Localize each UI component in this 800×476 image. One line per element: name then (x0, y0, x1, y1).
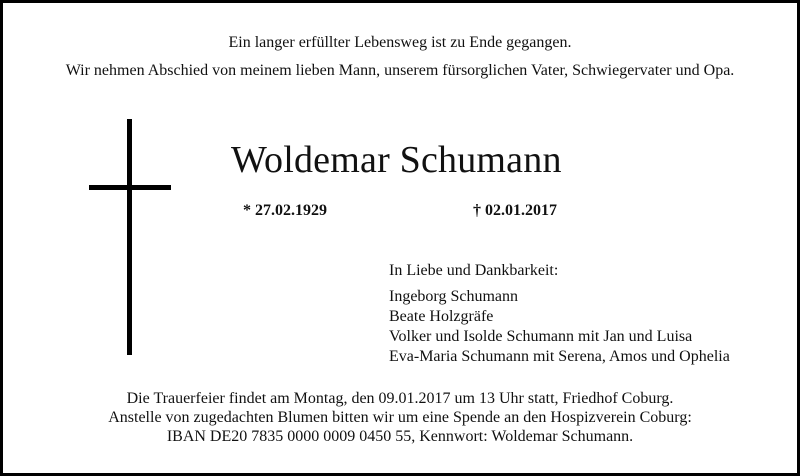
donation-request-line: Anstelle von zugedachten Blumen bitten wir um eine Spende an den Hospizverein Coburg: (108, 409, 692, 426)
bank-details-line: IBAN DE20 7835 0000 0009 0450 55, Kennwort: Woldemar Schumann. (166, 428, 634, 445)
mourner-name: Beate Holzgräfe (389, 308, 494, 325)
funeral-info (3, 389, 797, 446)
funeral-service-line: Die Trauerfeier findet am Montag, den 09.01.2017 um 13 Uhr statt, Friedhof Coburg. (126, 390, 674, 407)
birth-date: * 27.02.1929 (243, 202, 327, 219)
mourners-list (389, 287, 730, 367)
mourner-name: Volker und Isolde Schumann mit Jan und Luisa (389, 328, 693, 345)
mourners-heading: In Liebe und Dankbarkeit: (389, 262, 559, 279)
intro-line-2: Wir nehmen Abschied von meinem lieben Mann, unserem fürsorglichen Vater, Schwiegervater und Opa. (65, 62, 735, 79)
mourner-name: Ingeborg Schumann (389, 288, 519, 305)
cross-vertical-bar (127, 119, 132, 355)
intro-line-1: Ein langer erfüllter Lebensweg ist zu Ende gegangen. (228, 34, 572, 51)
cross-horizontal-bar (89, 185, 171, 190)
mourners-block (389, 261, 730, 367)
deceased-name: Woldemar Schumann (231, 139, 562, 181)
cross-icon (89, 119, 171, 355)
death-date: † 02.01.2017 (473, 202, 557, 219)
mourner-name: Eva-Maria Schumann mit Serena, Amos und Ophelia (389, 348, 730, 365)
